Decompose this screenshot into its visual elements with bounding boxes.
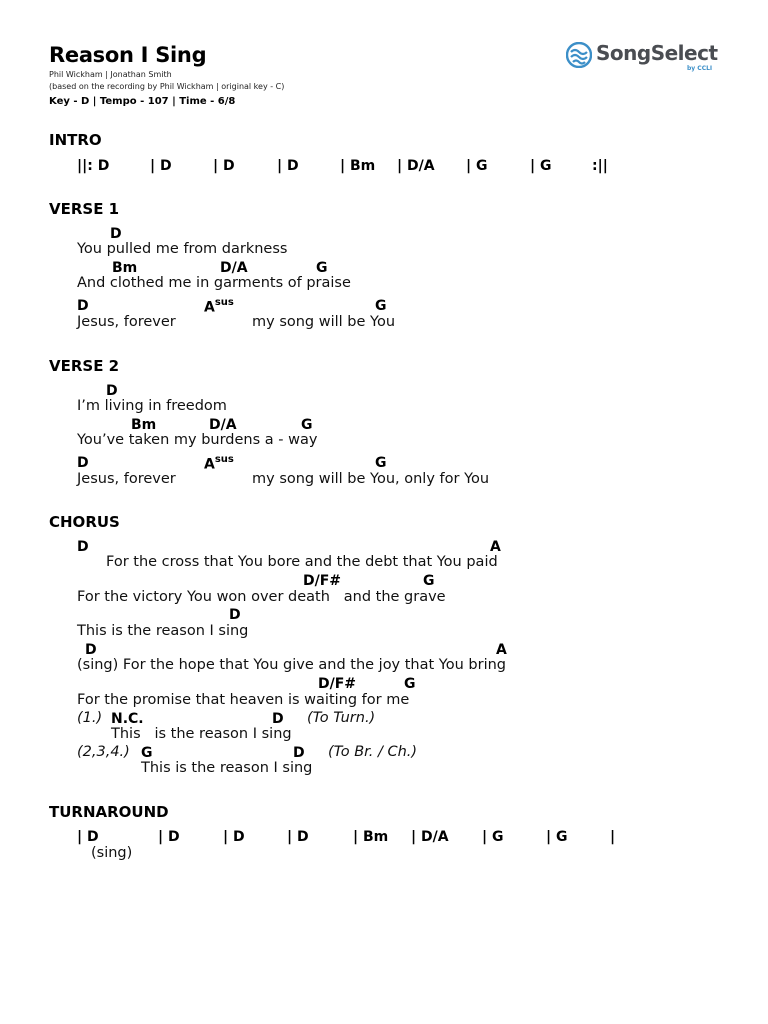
chord: D/F# <box>303 573 342 589</box>
turnaround-bar: | G <box>546 829 568 845</box>
lyric-line: This is the reason I sing <box>141 760 313 776</box>
chord: D <box>77 455 89 471</box>
lyric-line: For the cross that You bore and the debt that You paid <box>106 554 498 570</box>
intro-bar: | G <box>466 158 488 174</box>
turnaround-bar: | <box>610 829 616 845</box>
chord: G <box>423 573 435 589</box>
intro-bar: | D <box>213 158 235 174</box>
song-authors: Phil Wickham | Jonathan Smith <box>49 70 172 79</box>
intro-bar: | D/A <box>397 158 435 174</box>
intro-bar: | Bm <box>340 158 376 174</box>
section-heading-turnaround: TURNAROUND <box>49 803 169 821</box>
lyric-line: I’m living in freedom <box>77 398 227 414</box>
chord: G <box>404 676 416 692</box>
chord: A <box>496 642 507 658</box>
direction-note: (To Br. / Ch.) <box>328 744 418 760</box>
lyric-line: This is the reason I sing <box>77 623 249 639</box>
lyric-line: my song will be You <box>252 314 396 330</box>
chord: G <box>316 260 328 276</box>
chord: D <box>272 711 284 727</box>
chord: A <box>490 539 501 555</box>
chord: D <box>106 383 118 399</box>
intro-bar: :|| <box>592 158 608 174</box>
turnaround-bar: | D <box>287 829 309 845</box>
logo-by-ccli: by CCLI <box>687 65 713 72</box>
logo-wordmark: SongSelect <box>596 41 718 65</box>
direction-note: (To Turn.) <box>307 710 376 726</box>
chord: D <box>293 745 305 761</box>
chord: D/F# <box>318 676 357 692</box>
lyric-line: Jesus, forever <box>77 471 176 487</box>
songselect-logo <box>566 40 726 76</box>
chord: G <box>141 745 153 761</box>
intro-bar: | D <box>277 158 299 174</box>
chord: D <box>229 607 241 623</box>
chord: G <box>301 417 313 433</box>
chord: D/A <box>209 417 237 433</box>
section-heading-verse1: VERSE 1 <box>49 200 120 218</box>
turnaround-bar: | D <box>223 829 245 845</box>
intro-bar: ||: D <box>77 158 110 174</box>
lyric-line: Jesus, forever <box>77 314 176 330</box>
chord: D <box>85 642 97 658</box>
turnaround-bar: | D <box>158 829 180 845</box>
lyric-line: my song will be You, only for You <box>252 471 490 487</box>
chord: D/A <box>220 260 248 276</box>
songselect-logo-icon <box>566 42 592 68</box>
lyric-line: You’ve taken my burdens a - way <box>77 432 318 448</box>
section-heading-intro: INTRO <box>49 131 102 149</box>
lyric-line: For the victory You won over death and the grave <box>77 589 446 605</box>
turnaround-bar: | D <box>77 829 99 845</box>
lyric-line: (sing) <box>91 845 133 861</box>
recording-note: (based on the recording by Phil Wickham | original key - C) <box>49 82 285 91</box>
ending-label: (1.) <box>77 710 103 726</box>
lyric-line: This is the reason I sing <box>111 726 292 742</box>
section-heading-chorus: CHORUS <box>49 513 120 531</box>
intro-bar: | D <box>150 158 172 174</box>
key-tempo-time: Key - D | Tempo - 107 | Time - 6/8 <box>49 96 236 107</box>
lyric-line: For the promise that heaven is waiting for me <box>77 692 410 708</box>
section-heading-verse2: VERSE 2 <box>49 357 120 375</box>
turnaround-bar: | Bm <box>353 829 389 845</box>
chord: D <box>77 539 89 555</box>
chord: Bm <box>112 260 138 276</box>
turnaround-bar: | G <box>482 829 504 845</box>
turnaround-bar: | D/A <box>411 829 449 845</box>
chord: $A^{sus}$ <box>204 454 234 473</box>
chord: G <box>375 455 387 471</box>
intro-bar: | G <box>530 158 552 174</box>
chord: $A^{sus}$ <box>204 297 234 316</box>
lyric-line: You pulled me from darkness <box>77 241 288 257</box>
chord: D <box>77 298 89 314</box>
ending-label: (2,3,4.) <box>77 744 130 760</box>
chord: G <box>375 298 387 314</box>
chord: D <box>110 226 122 242</box>
song-title: Reason I Sing <box>49 43 207 67</box>
lyric-line: (sing) For the hope that You give and the joy that You bring <box>77 657 506 673</box>
lyric-line: And clothed me in garments of praise <box>77 275 351 291</box>
chord: Bm <box>131 417 157 433</box>
chord: N.C. <box>111 711 144 727</box>
